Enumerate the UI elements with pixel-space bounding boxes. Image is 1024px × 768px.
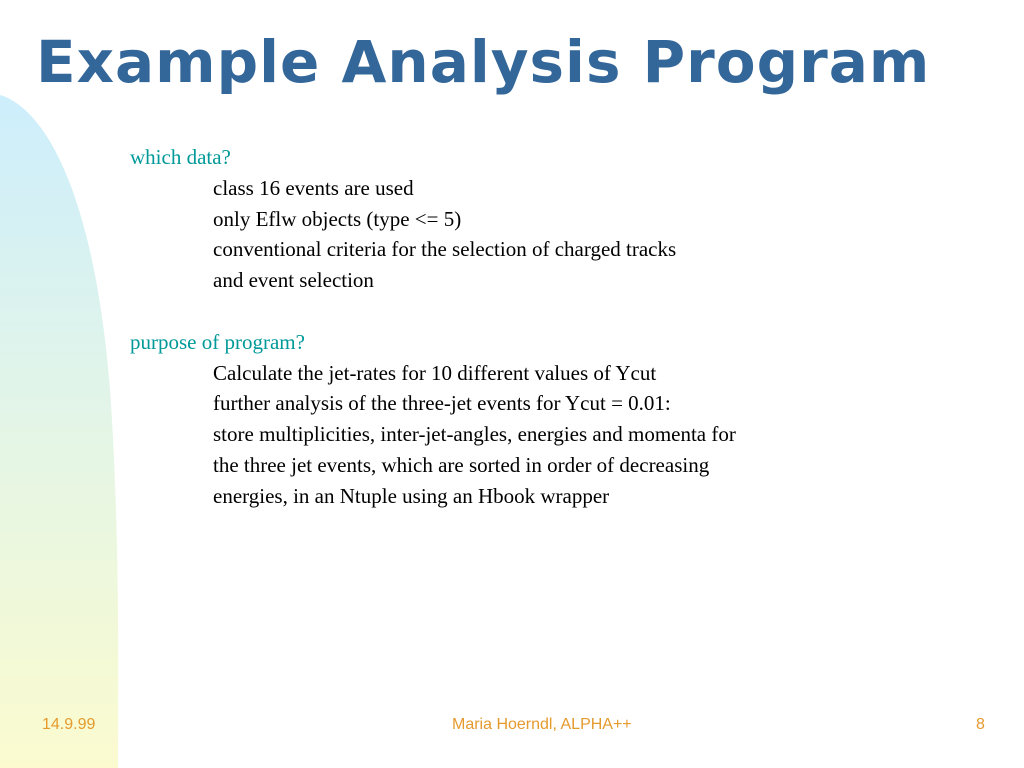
section-spacer [130, 296, 990, 327]
list-item: conventional criteria for the selection of charged tracks [213, 237, 677, 262]
footer-author: Maria Hoerndl, ALPHA++ [452, 716, 632, 733]
section-heading-purpose: purpose of program? [130, 329, 305, 354]
list-item: energies, in an Ntuple using an Hbook wrapper [213, 483, 610, 508]
footer-date: 14.9.99 [42, 716, 96, 733]
list-item: Calculate the jet-rates for 10 different values of Ycut [213, 360, 657, 385]
section-heading-which-data: which data? [130, 145, 231, 169]
list-item: store multiplicities, inter-jet-angles, energies and momenta for [213, 422, 736, 447]
slide-title: Example Analysis Program [36, 28, 931, 96]
page-number: 8 [976, 716, 985, 733]
list-item: class 16 events are used [213, 175, 414, 200]
list-item: further analysis of the three-jet events for Ycut = 0.01: [213, 391, 671, 416]
list-item: and event selection [213, 268, 374, 293]
list-item: only Eflw objects (type <= 5) [213, 206, 462, 231]
list-item: the three jet events, which are sorted in order of decreasing [213, 452, 710, 477]
slide-body [130, 142, 990, 512]
